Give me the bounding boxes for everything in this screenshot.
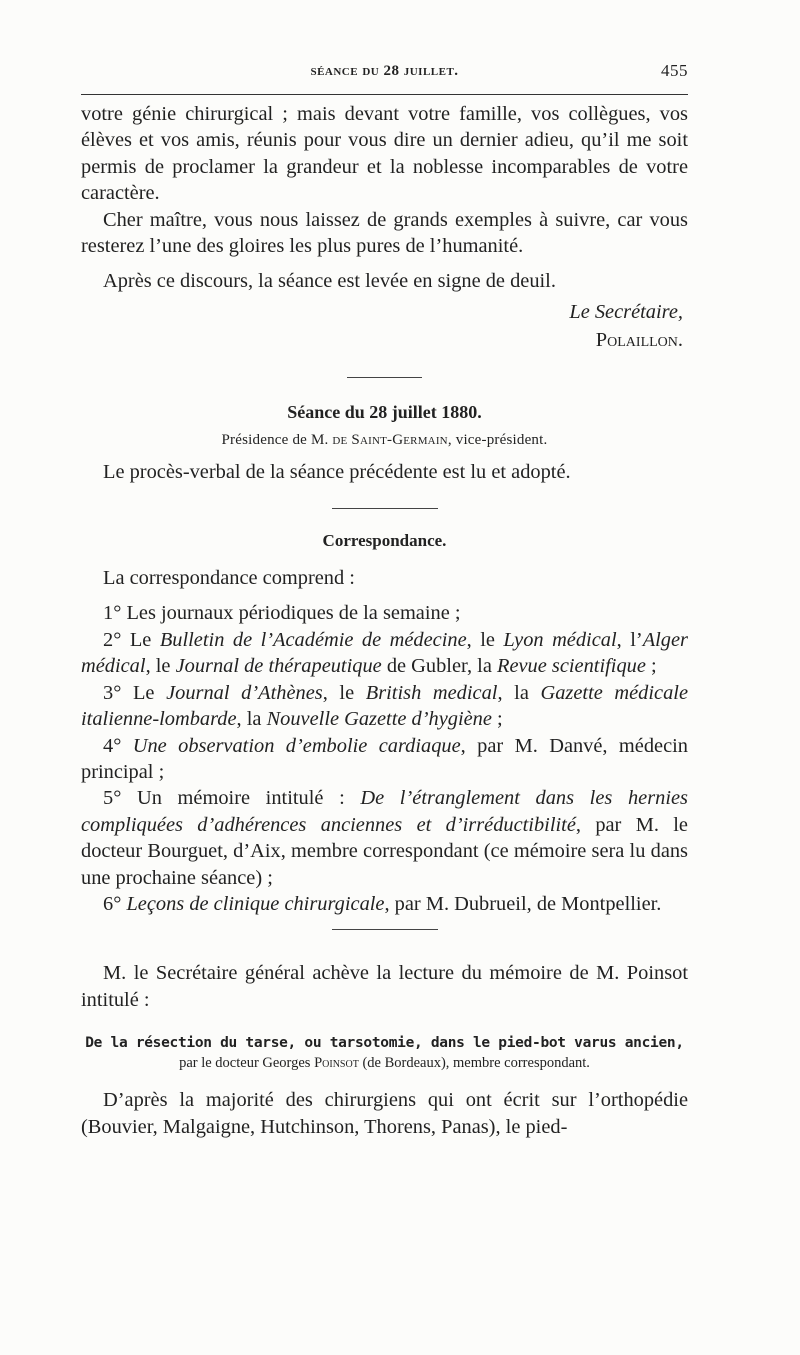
paragraph-seance-levee: Après ce discours, la séance est levée en signe de deuil. <box>103 270 556 293</box>
paragraph-proces-verbal: Le procès-verbal de la séance précédente est lu et adopté. <box>103 460 571 483</box>
page <box>81 58 688 1140</box>
paragraph-lecture-memoire: M. le Secrétaire général achève la lecture du mémoire de M. Poinsot intitulé : <box>81 962 688 1011</box>
header-rule <box>81 94 688 95</box>
memoir-author: par le docteur Georges Poinsot (de Bordeaux), membre correspondant. <box>179 1055 590 1072</box>
correspondance-intro: La correspondance comprend : <box>103 567 355 590</box>
running-title: séance du 28 juillet. <box>310 63 459 79</box>
page-number: 455 <box>661 61 688 80</box>
session-title: Séance du 28 juillet 1880. <box>287 401 482 422</box>
paragraph-eulogy-end: votre génie chirurgical ; mais devant votre famille, vos collègues, vos élèves et vos amis, réunis pour vous dire un dernier adieu, qu’il me soit permis de proclamer la grandeur et la noblesse incomparables de votre caractère. <box>81 103 688 205</box>
correspondance-item-2: 2° Le Bulletin de l’Académie de médecine, le Lyon médical, l’Alger médical, le Journal de thérapeutique de Gubler, la Revue scientifique ; <box>81 628 688 678</box>
signature-role: Le Secrétaire, <box>569 300 683 323</box>
session-presidence: Présidence de M. de Saint-Germain, vice-président. <box>221 431 548 448</box>
correspondance-item-6: 6° Leçons de clinique chirurgicale, par M. Dubrueil, de Montpellier. <box>103 892 662 915</box>
correspondance-item-3: 3° Le Journal d’Athènes, le British medical, la Gazette médicale italienne-lombarde, la Nouvelle Gazette d’hygiène ; <box>81 681 689 731</box>
separator-rule <box>332 929 438 930</box>
correspondance-item-5: 5° Un mémoire intitulé : De l’étranglement dans les hernies compliquées d’adhérences anciennes et d’irréductibilité, par M. le docteur Bourguet, d’Aix, membre correspondant (ce mémoire sera lu dans une prochaine séance) ; <box>81 787 688 889</box>
separator-rule <box>347 377 422 378</box>
paragraph-memoir-body: D’après la majorité des chirurgiens qui ont écrit sur l’orthopédie (Bouvier, Malgaigne, Hutchinson, Thorens, Panas), le pied- <box>81 1089 688 1138</box>
running-header <box>81 58 688 84</box>
correspondance-item-1: 1° Les journaux périodiques de la semaine ; <box>103 602 461 625</box>
memoir-title: De la résection du tarse, ou tarsotomie, dans le pied-bot varus ancien, <box>85 1035 684 1052</box>
paragraph-cher-maitre: Cher maître, vous nous laissez de grands exemples à suivre, car vous resterez l’une des gloires les plus pures de l’humanité. <box>81 208 688 258</box>
separator-rule <box>332 508 438 509</box>
correspondance-title: Correspondance. <box>322 531 447 551</box>
signature-name: Polaillon. <box>595 329 683 352</box>
correspondance-item-4: 4° Une observation d’embolie cardiaque, par M. Danvé, médecin principal ; <box>81 734 688 783</box>
